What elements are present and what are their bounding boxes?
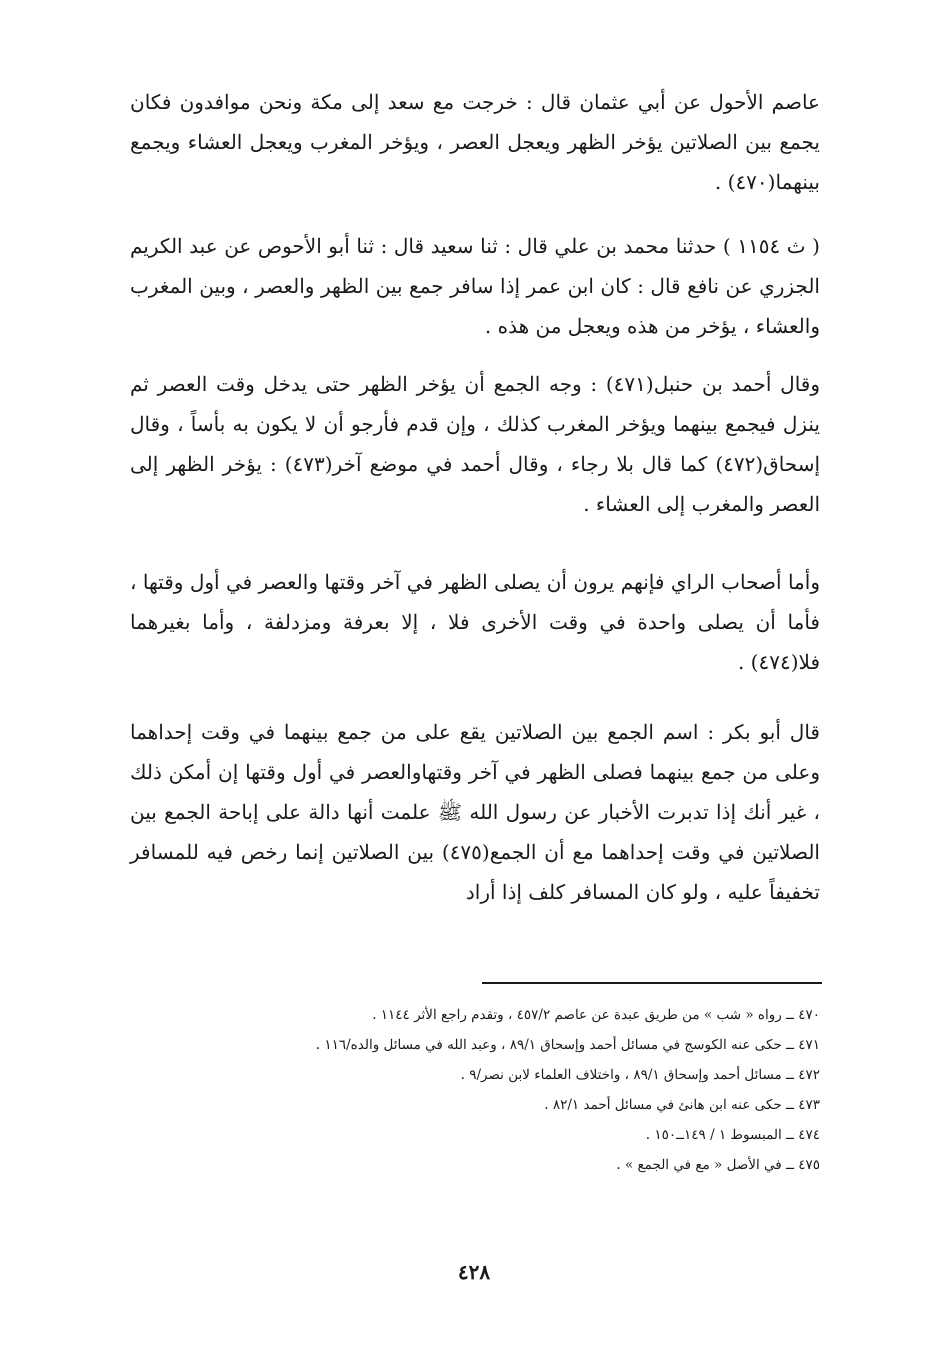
paragraph-ashab-al-ray: وأما أصحاب الراي فإنهم يرون أن يصلى الظهر في آخر وقتها والعصر في أول وقتها ، فأما أن يصلى واحدة في وقت الأخرى فلا ، إلا بعرفة ومزدلفة ، وأما بغيرهما فلا(٤٧٤) . [130, 570, 820, 674]
footnotes-list [200, 1000, 820, 1180]
footnote-470: ٤٧٠ ــ رواه « شب » من طريق عبدة عن عاصم ٤٥٧/٢ ، وتقدم راجع الأثر ١١٤٤ . [372, 1007, 820, 1023]
footnote-474: ٤٧٤ ــ المبسوط ١ / ١٤٩ــ١٥٠ . [645, 1127, 820, 1143]
footnote-471: ٤٧١ ــ حكى عنه الكوسج في مسائل أحمد وإسحاق ٨٩/١ ، وعبد الله في مسائل والده/١١٦ . [315, 1037, 820, 1053]
paragraph-hadith-1154: ( ث ١١٥٤ ) حدثنا محمد بن علي قال : ثنا سعيد قال : ثنا أبو الأحوص عن عبد الكريم الجزري عن نافع قال : كان ابن عمر إذا سافر جمع بين الظهر والعصر ، وبين المغرب والعشاء ، يؤخر من هذه ويعجل من هذه . [130, 234, 820, 338]
paragraph-abu-bakr: قال أبو بكر : اسم الجمع بين الصلاتين يقع على من جمع بينهما في وقت إحداهما وعلى من جمع بينهما فصلى الظهر في آخر وقتهاوالعصر في أول وقتها إن أمكن ذلك ، غير أنك إذا تدبرت الأخبار عن رسول الله ﷺ علمت أنها دالة على إباحة الجمع بين الصلاتين في وقت إحداهما مع أن الجمع(٤٧٥) بين الصلاتين إنما رخص فيه للمسافر تخفيفاً عليه ، ولو كان المسافر كلف إذا أراد [130, 720, 820, 904]
footnote-divider [482, 982, 822, 984]
footnote-472: ٤٧٢ ــ مسائل أحمد وإسحاق ٨٩/١ ، واختلاف العلماء لابن نصر/٩ . [460, 1067, 820, 1083]
paragraph-ahmad-opinion: وقال أحمد بن حنبل(٤٧١) : وجه الجمع أن يؤخر الظهر حتى يدخل وقت العصر ثم ينزل فيجمع بينهما ويؤخر المغرب كذلك ، وإن قدم فأرجو أن لا يكون به بأساً ، وقال إسحاق(٤٧٢) كما قال بلا رجاء ، وقال أحمد في موضع آخر(٤٧٣) : يؤخر الظهر إلى العصر والمغرب إلى العشاء . [130, 372, 821, 516]
page-number: ٤٢٨ [457, 1260, 491, 1284]
footnote-473: ٤٧٣ ــ حكى عنه ابن هانئ في مسائل أحمد ٨٢/١ . [544, 1097, 820, 1113]
footnote-475: ٤٧٥ ــ في الأصل « مع في الجمع » . [616, 1157, 820, 1173]
paragraph-asim-narration: عاصم الأحول عن أبي عثمان قال : خرجت مع سعد إلى مكة ونحن موافدون فكان يجمع بين الصلاتين يؤخر الظهر ويعجل العصر ، ويؤخر المغرب ويعجل العشاء ويجمع بينهما(٤٧٠) . [130, 90, 820, 194]
